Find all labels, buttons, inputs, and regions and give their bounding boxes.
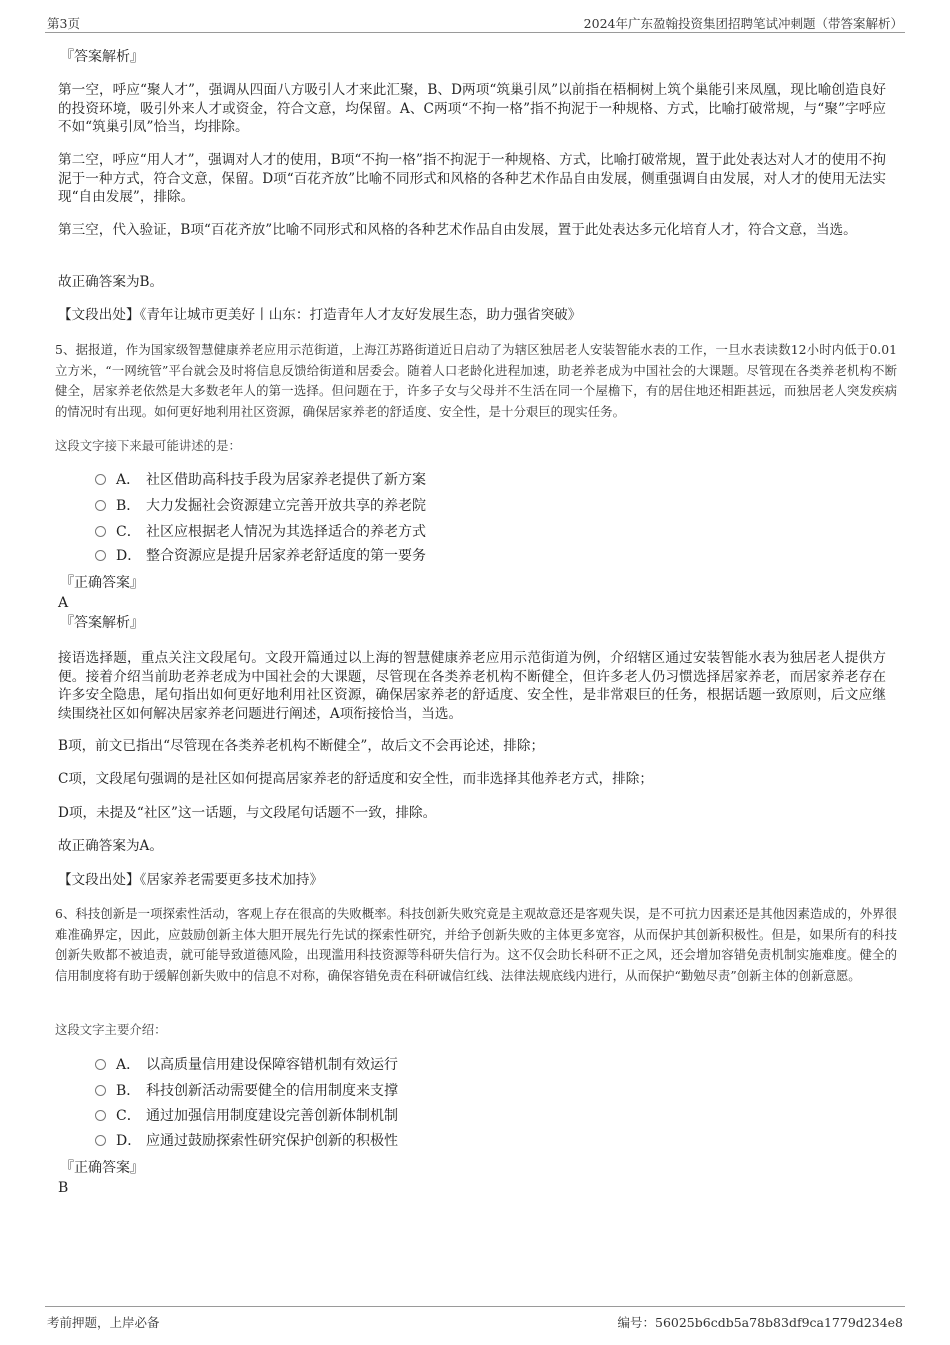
radio-icon[interactable] — [95, 500, 106, 511]
q4-analysis-paragraph-1: 第一空，呼应“聚人才”，强调从四面八方吸引人才来此汇聚，B、D两项“筑巢引凤”以前指在梧桐树上筑个巢能引来凤凰，现比喻创造良好的投资环境，吸引外来人才或资金，符合文意，均保留。A、C两项“不拘一格”指不拘泥于一种规格、方式，比喻打破常规，与“聚”字呼应不如“筑巢引凤”恰当，均排除。 — [58, 82, 886, 135]
q6-option-b[interactable]: B． 科技创新活动需要健全的信用制度来支撑 — [95, 1080, 398, 1102]
q5-source: 【文段出处】《居家养老需要更多技术加持》 — [58, 872, 324, 888]
q4-conclusion: 故正确答案为B。 — [58, 274, 164, 290]
q6-option-a[interactable]: A． 以高质量信用建设保障容错机制有效运行 — [95, 1054, 398, 1076]
q5-option-c[interactable]: C． 社区应根据老人情况为其选择适合的养老方式 — [95, 521, 426, 543]
document-title: 2024年广东盈翰投资集团招聘笔试冲刺题（带答案解析） — [583, 16, 903, 31]
radio-icon[interactable] — [95, 1085, 106, 1096]
q5-option-d[interactable]: D． 整合资源应是提升居家养老舒适度的第一要务 — [95, 545, 426, 567]
q6-answer: B — [58, 1180, 69, 1196]
q5-analysis-paragraph-1: 接语选择题，重点关注文段尾句。文段开篇通过以上海的智慧健康养老应用示范街道为例，介绍辖区通过安装智能水表为独居老人提供方便。接着介绍当前助老养老成为中国社会的大课题，尽管现在各类养老机构不断健全，但许多老人仍习惯选择居家养老，而居家养老存在许多安全隐患，尾句指出如何更好地利用社区资源，确保居家养老的舒适度、安全性，是非常艰巨的任务，根据话题一致原则，后文应继续围绕社区如何解决居家养老问题进行阐述，A项衔接恰当，当选。 — [58, 650, 886, 722]
q4-analysis-paragraph-3: 第三空，代入验证，B项“百花齐放”比喻不同形式和风格的各种艺术作品自由发展，置于此处表达多元化培育人才，符合文意，当选。 — [58, 222, 857, 238]
q5-option-a[interactable]: A． 社区借助高科技手段为居家养老提供了新方案 — [95, 469, 426, 491]
q5-question-prompt: 这段文字接下来最可能讲述的是： — [55, 438, 241, 453]
q6-question-prompt: 这段文字主要介绍： — [55, 1022, 167, 1037]
q6-option-d[interactable]: D． 应通过鼓励探索性研究保护创新的积极性 — [95, 1130, 398, 1152]
page-number: 第3页 — [47, 16, 80, 31]
q5-analysis-paragraph-2: B项，前文已指出“尽管现在各类养老机构不断健全”，故后文不会再论述，排除； — [58, 738, 545, 754]
document-code — [617, 1313, 903, 1331]
q4-analysis-paragraph-2: 第二空，呼应“用人才”，强调对人才的使用，B项“不拘一格”指不拘泥于一种规格、方式，比喻打破常规，置于此处表达对人才的使用不拘泥于一种方式，符合文意，保留。D项“百花齐放”比喻不同形式和风格的各种艺术作品自由发展，侧重强调自由发展，对人才的使用无法实现“自由发展”，排除。 — [58, 152, 886, 205]
q5-question-text: 5、据报道，作为国家级智慧健康养老应用示范街道，上海江苏路街道近日启动了为辖区独居老人安装智能水表的工作，一旦水表读数12小时内低于0.01立方米，“一网统管”平台就会及时将信息反馈给街道和居委会。随着人口老龄化进程加速，助老养老成为中国社会的大课题。尽管现在各类养老机构不断健全，居家养老依然是大多数老年人的第一选择。但问题在于，许多子女与父母并不生活在同一个屋檐下，有的居住地还相距甚远，而独居老人突发疾病的情况时有出现。如何更好地利用社区资源，确保居家养老的舒适度、安全性，是十分艰巨的现实任务。 — [55, 342, 897, 419]
q5-analysis-label: 『答案解析』 — [60, 615, 144, 631]
q5-option-b[interactable]: B． 大力发掘社会资源建立完善开放共享的养老院 — [95, 495, 426, 517]
radio-icon[interactable] — [95, 474, 106, 485]
q5-conclusion: 故正确答案为A。 — [58, 838, 163, 854]
q5-answer: A — [58, 595, 69, 611]
radio-icon[interactable] — [95, 526, 106, 537]
q4-source: 【文段出处】《青年让城市更美好丨山东：打造青年人才友好发展生态，助力强省突破》 — [58, 307, 582, 323]
document-code-value: 56025b6cdb5a78b83df9ca1779d234e8 — [655, 1315, 903, 1330]
radio-icon[interactable] — [95, 1059, 106, 1070]
document-code-label: 编号： — [617, 1315, 655, 1330]
radio-icon[interactable] — [95, 1135, 106, 1146]
q4-analysis-label: 『答案解析』 — [60, 49, 144, 65]
q6-option-c[interactable]: C． 通过加强信用制度建设完善创新体制机制 — [95, 1105, 398, 1127]
q5-analysis-paragraph-4: D项，未提及“社区”这一话题，与文段尾句话题不一致，排除。 — [58, 805, 437, 821]
radio-icon[interactable] — [95, 550, 106, 561]
page-header — [45, 12, 905, 33]
radio-icon[interactable] — [95, 1110, 106, 1121]
q6-answer-label: 『正确答案』 — [60, 1160, 144, 1176]
q5-analysis-paragraph-3: C项，文段尾句强调的是社区如何提高居家养老的舒适度和安全性，而非选择其他养老方式，排除； — [58, 771, 653, 787]
footer-slogan: 考前押题，上岸必备 — [47, 1315, 160, 1330]
q6-question-text: 6、科技创新是一项探索性活动，客观上存在很高的失败概率。科技创新失败究竟是主观故意还是客观失误，是不可抗力因素还是其他因素造成的，外界很难准确界定，因此，应鼓励创新主体大胆开展先行先试的探索性研究，并给予创新失败的主体更多宽容，从而保护其创新积极性。但是，如果所有的科技创新失败都不被追责，就可能导致道德风险，出现滥用科技资源等科研失信行为。这不仅会助长科研不正之风，还会增加容错免责机制实施难度。健全的信用制度将有助于缓解创新失败中的信息不对称，确保容错免责在科研诚信红线、法律法规底线内进行，从而保护“勤勉尽责”创新主体的创新意愿。 — [55, 906, 897, 983]
page-footer — [45, 1306, 905, 1329]
q5-answer-label: 『正确答案』 — [60, 575, 144, 591]
